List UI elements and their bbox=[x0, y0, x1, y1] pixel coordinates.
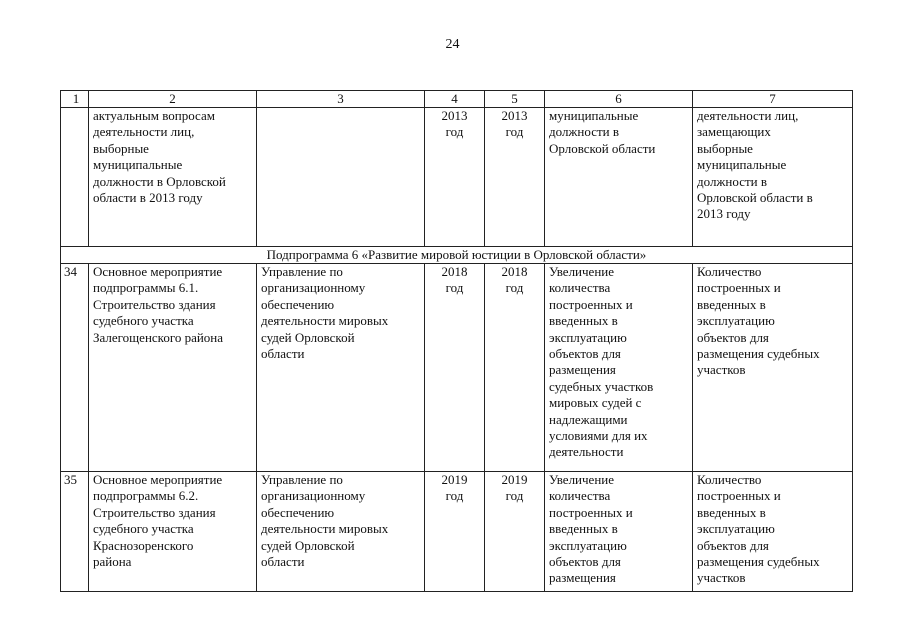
page-number: 24 bbox=[445, 37, 460, 52]
column-header: 5 bbox=[485, 91, 545, 108]
column-header: 1 bbox=[61, 91, 89, 108]
measure-name: Основное мероприятие подпрограммы 6.2. Строительство здания судебного участка Краснозоренского района bbox=[89, 472, 257, 592]
expected-result: муниципальные должности в Орловской области bbox=[545, 108, 693, 247]
measure-name: актуальным вопросам деятельности лиц, выборные муниципальные должности в Орловской области в 2013 году bbox=[89, 108, 257, 247]
table-row bbox=[61, 472, 853, 592]
row-number: 35 bbox=[61, 472, 89, 592]
start-year: 2018 год bbox=[425, 264, 485, 472]
measure-name: Основное мероприятие подпрограммы 6.1. Строительство здания судебного участка Залегощенского района bbox=[89, 264, 257, 472]
row-number bbox=[61, 108, 89, 247]
end-year: 2018 год bbox=[485, 264, 545, 472]
end-year: 2013 год bbox=[485, 108, 545, 247]
start-year: 2013 год bbox=[425, 108, 485, 247]
column-header: 6 bbox=[545, 91, 693, 108]
measures-table bbox=[60, 90, 853, 592]
column-header: 4 bbox=[425, 91, 485, 108]
row-number: 34 bbox=[61, 264, 89, 472]
responsible-executor: Управление по организационному обеспечению деятельности мировых судей Орловской области bbox=[257, 472, 425, 592]
indicator-link: Количество построенных и введенных в эксплуатацию объектов для размещения судебных участков bbox=[693, 264, 853, 472]
column-header: 7 bbox=[693, 91, 853, 108]
expected-result: Увеличение количества построенных и введенных в эксплуатацию объектов для размещения bbox=[545, 472, 693, 592]
table-row bbox=[61, 264, 853, 472]
responsible-executor: Управление по организационному обеспечению деятельности мировых судей Орловской области bbox=[257, 264, 425, 472]
table-row bbox=[61, 108, 853, 247]
subprogram-title: Подпрограмма 6 «Развитие мировой юстиции в Орловской области» bbox=[61, 247, 853, 264]
indicator-link: Количество построенных и введенных в эксплуатацию объектов для размещения судебных участков bbox=[693, 472, 853, 592]
start-year: 2019 год bbox=[425, 472, 485, 592]
column-header: 2 bbox=[89, 91, 257, 108]
end-year: 2019 год bbox=[485, 472, 545, 592]
subprogram-row bbox=[61, 247, 853, 264]
responsible-executor bbox=[257, 108, 425, 247]
expected-result: Увеличение количества построенных и введенных в эксплуатацию объектов для размещения судебных участков мировых судей с надлежащими условиями для их деятельности bbox=[545, 264, 693, 472]
indicator-link: деятельности лиц, замещающих выборные муниципальные должности в Орловской области в 2013 году bbox=[693, 108, 853, 247]
column-number-row bbox=[61, 91, 853, 108]
column-header: 3 bbox=[257, 91, 425, 108]
